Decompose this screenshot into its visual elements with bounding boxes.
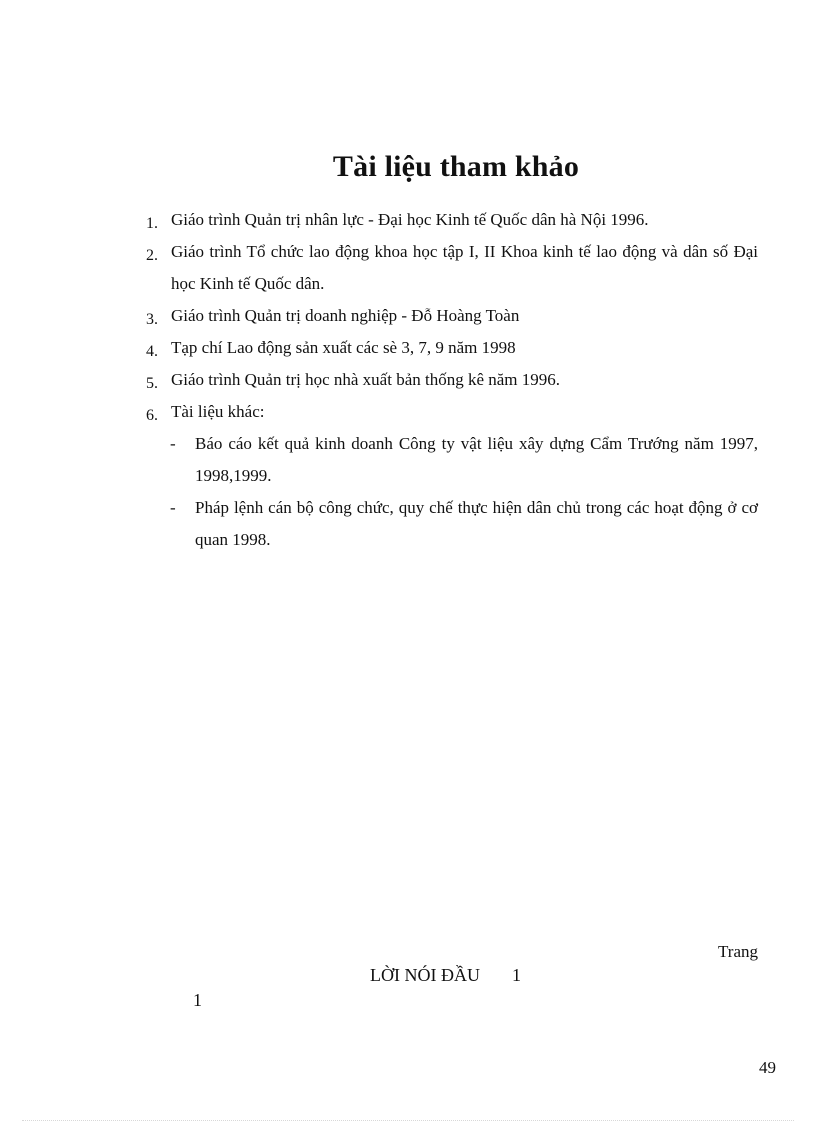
list-item-number: 2. bbox=[146, 247, 158, 264]
list-item-number: 4. bbox=[146, 343, 158, 360]
list-item-number: 3. bbox=[146, 311, 158, 328]
list-item-text: Tài liệu khác: bbox=[171, 402, 265, 421]
dash-bullet: - bbox=[170, 434, 176, 453]
page-title: Tài liệu tham khảo bbox=[332, 150, 580, 183]
list-item-text: Giáo trình Quản trị học nhà xuất bản thống kê năm 1996. bbox=[171, 370, 561, 389]
sub-list-item-text: Pháp lệnh cán bộ công chức, quy chế thực hiện dân chủ trong các hoạt động ở cơ quan 1998. bbox=[195, 498, 758, 549]
list-item-number: 6. bbox=[146, 407, 158, 424]
list-item bbox=[146, 236, 758, 300]
toc-header: Trang bbox=[718, 942, 758, 961]
toc-entry-page: 1 bbox=[511, 965, 521, 985]
dash-bullet: - bbox=[170, 498, 176, 517]
reference-list bbox=[146, 204, 758, 556]
toc-entry-label: LỜI NÓI ĐẦU bbox=[370, 965, 480, 985]
list-item bbox=[146, 396, 758, 428]
sub-list-item-text: Báo cáo kết quả kinh doanh Công ty vật liệu xây dựng Cẩm Trướng năm 1997, 1998,1999. bbox=[195, 434, 758, 485]
list-item-text: Tạp chí Lao động sản xuất các sè 3, 7, 9 năm 1998 bbox=[171, 338, 516, 357]
footer-divider bbox=[22, 1120, 794, 1121]
list-item bbox=[146, 204, 758, 236]
sub-list-item bbox=[170, 428, 758, 492]
list-item-text: Giáo trình Quản trị doanh nghiệp - Đỗ Hoàng Toàn bbox=[171, 306, 520, 325]
list-item-number: 5. bbox=[146, 375, 158, 392]
list-item bbox=[146, 300, 758, 332]
list-item-text: Giáo trình Tổ chức lao động khoa học tập I, II Khoa kinh tế lao động và dân số Đại học Kinh tế Quốc dân. bbox=[171, 242, 758, 293]
list-item-number: 1. bbox=[146, 215, 158, 232]
list-item bbox=[146, 332, 758, 364]
other-references-list bbox=[146, 428, 758, 556]
list-item bbox=[146, 364, 758, 396]
page-number: 49 bbox=[759, 1058, 776, 1077]
toc-stray-number: 1 bbox=[193, 990, 202, 1010]
toc-entry[interactable] bbox=[370, 965, 521, 986]
sub-list-item bbox=[170, 492, 758, 556]
list-item-text: Giáo trình Quản trị nhân lực - Đại học Kinh tế Quốc dân hà Nội 1996. bbox=[171, 210, 649, 229]
